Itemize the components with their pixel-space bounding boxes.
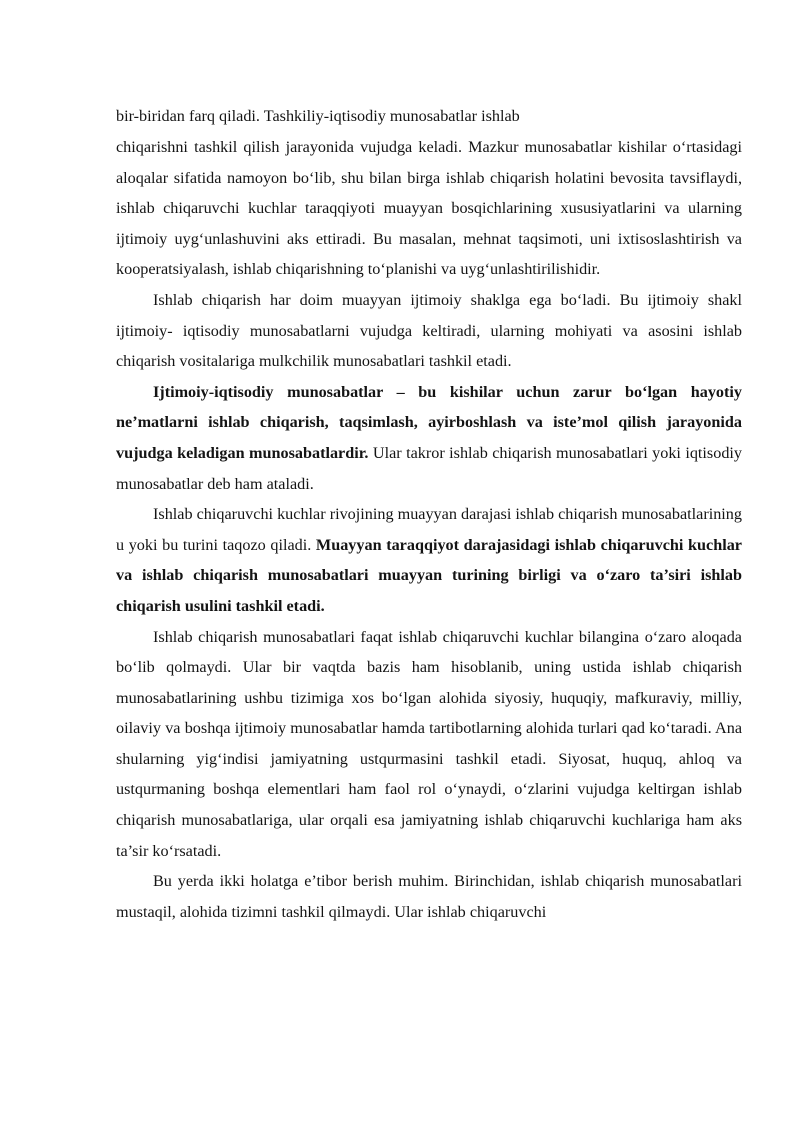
paragraph-5: [116, 866, 742, 927]
text-run: Ishlab chiqaruvchi kuchlar rivojining muayyan darajasi ishlab chiqarish munosabatlarining u yoki bu turini taqozo qiladi.: [116, 505, 742, 554]
text-run: Ular takror ishlab chiqarish munosabatlari yoki iqtisodiy munosabatlar deb ham ataladi.: [116, 443, 742, 493]
paragraph-4: [116, 622, 742, 867]
text-run: Bu yerda ikki holatga e’tibor berish muhim. Birinchidan, ishlab chiqarish munosabatlari mustaqil, alohida tizimni tashkil qilmaydi. Ular ishlab chiqaruvchi: [116, 872, 742, 921]
first-line-spacer: [116, 98, 742, 132]
paragraph-2: [116, 377, 742, 499]
text-run: chiqarishni tashkil qilish jarayonida vujudga keladi. Mazkur munosabatlar kishilar o‘rtasidagi aloqalar sifatida namoyon bo‘lib, shu bilan birga ishlab chiqarish holatini bevosita tavsiflaydi, ishlab chiqaruvchi kuchlar taraqqiyoti muayyan bosqichlarining xususiyatlarini va ularning ijtimoiy uyg‘unlashuvini aks ettiradi. Bu masalan, mehnat taqsimoti, uni ixtisoslashtirish va kooperatsiyalash, ishlab chiqarishning to‘planishi va uyg‘unlashtirilishidir.: [116, 138, 742, 279]
bold-text-run: Muayyan taraqqiyot darajasidagi ishlab chiqaruvchi kuchlar va ishlab chiqarish munosabatlari muayyan turining birligi va o‘zaro ta’siri ishlab chiqarish usulini tashkil etadi.: [116, 535, 742, 615]
bold-text-run: Ijtimoiy-iqtisodiy munosabatlar – bu kishilar uchun zarur bo‘lgan hayotiy ne’matlarni ishlab chiqarish, taqsimlash, ayirboshlash va iste’mol qilish jarayonida vujudga keladigan munosabatlardir.: [116, 382, 742, 462]
paragraph-1: [116, 285, 742, 377]
paragraph-3: [116, 499, 742, 621]
document-body: [116, 98, 742, 927]
text-run: Ishlab chiqarish har doim muayyan ijtimoiy shaklga ega bo‘ladi. Bu ijtimoiy shakl ijtimoiy- iqtisodiy munosabatlarni vujudga keltiradi, ularning mohiyati va asosini ishlab chiqarish vositalariga mulkchilik munosabatlari tashkil etadi.: [116, 290, 742, 371]
paragraph-0: [116, 132, 742, 285]
paragraph-list: [116, 132, 742, 927]
first-line-text: bir-biridan farq qiladi. Tashkiliy-iqtisodiy munosabatlar ishlab: [116, 107, 520, 125]
text-run: Ishlab chiqarish munosabatlari faqat ishlab chiqaruvchi kuchlar bilangina o‘zaro aloqada bo‘lib qolmaydi. Ular bir vaqtda bazis ham hisoblanib, uning ustida ishlab chiqarish munosabatlarining ushbu tizimiga xos bo‘lgan alohida siyosiy, huquqiy, mafkuraviy, milliy, oilaviy va boshqa ijtimoiy munosabatlar hamda tartibotlarning alohida turlari qad ko‘taradi. Ana shularning yig‘indisi jamiyatning ustqurmasini tashkil etadi. Siyosat, huquq, ahloq va ustqurmaning boshqa elementlari ham faol rol o‘ynaydi, o‘zlarini vujudga keltirgan ishlab chiqarish munosabatlariga, ular orqali esa jamiyatning ishlab chiqaruvchi kuchlariga ham aks ta’sir ko‘rsatadi.: [116, 627, 742, 860]
